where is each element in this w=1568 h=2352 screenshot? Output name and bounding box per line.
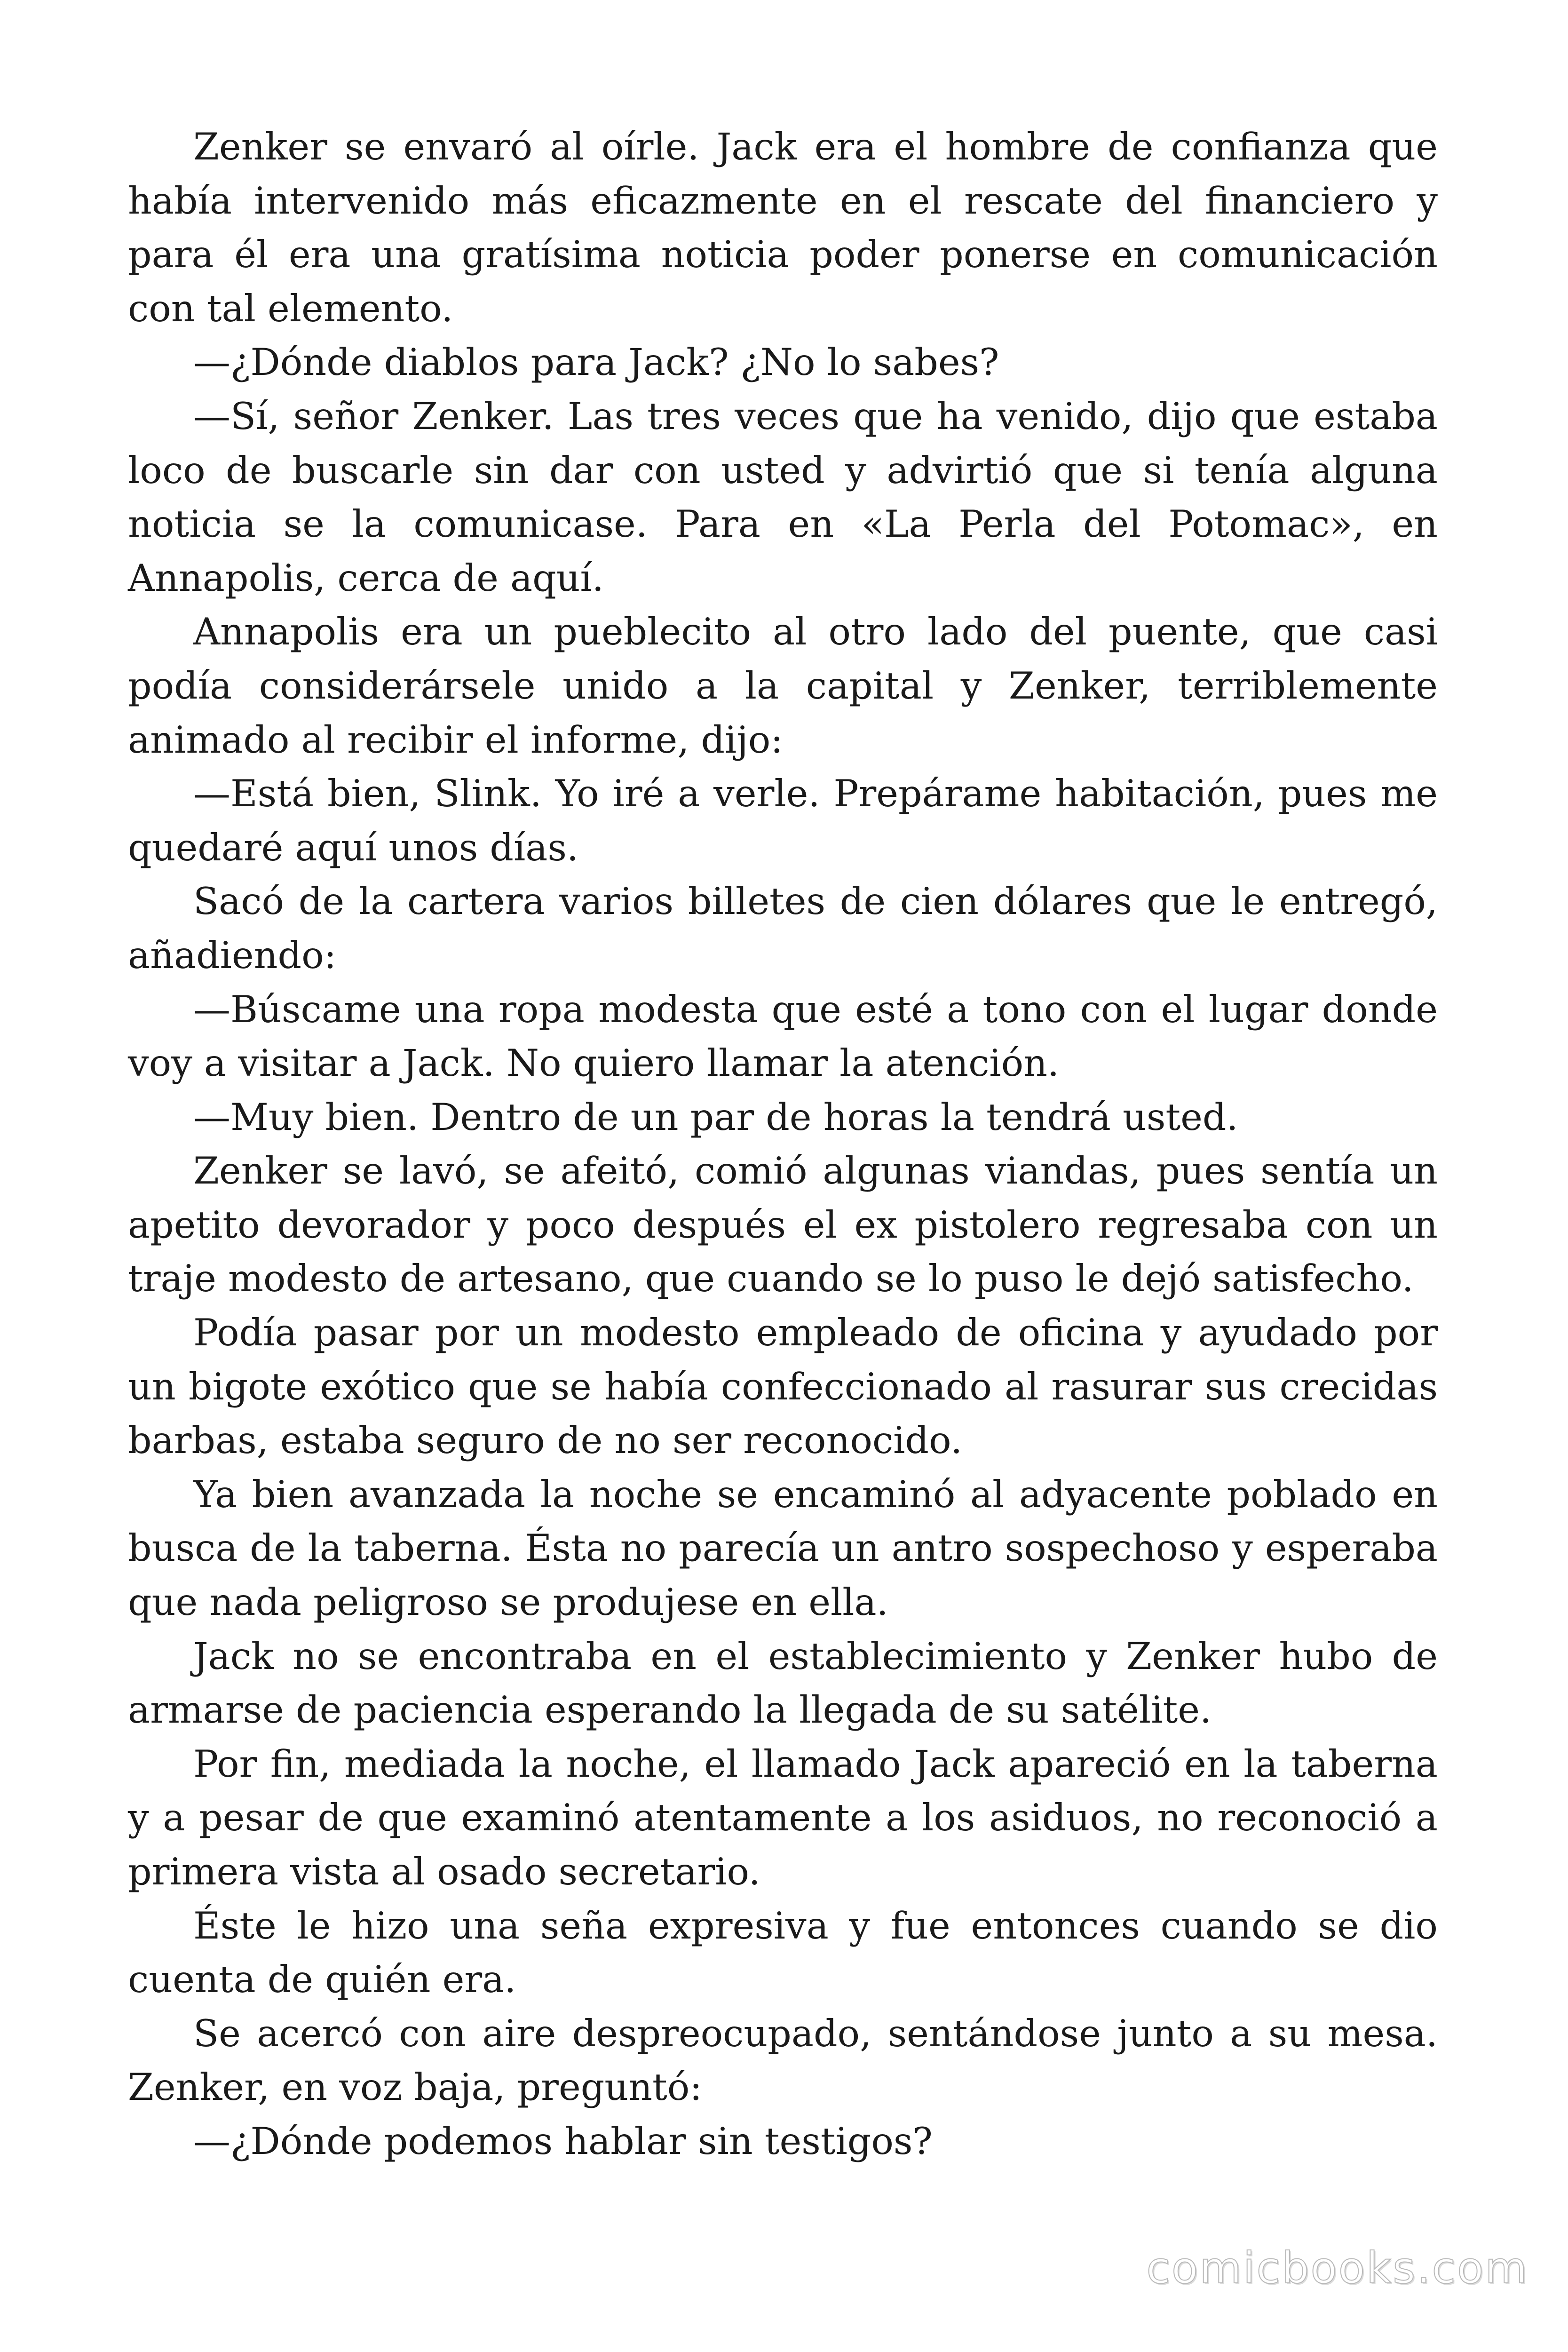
paragraph: Por fin, mediada la noche, el llamado Jack apareció en la taberna y a pesar de que examinó atentamente a los asiduos, no reconoció a primera vista al osado secretario.: [128, 1742, 1438, 1893]
paragraph: Annapolis era un pueblecito al otro lado del puente, que casi podía considerársele unido a la capital y Zenker, terriblemente animado al recibir el informe, dijo:: [128, 610, 1438, 762]
paragraph: —¿Dónde diablos para Jack? ¿No lo sabes?: [193, 341, 999, 384]
paragraph: Podía pasar por un modesto empleado de oficina y ayudado por un bigote exótico que se había confeccionado al rasurar sus crecidas barbas, estaba seguro de no ser reconocido.: [128, 1311, 1438, 1462]
paragraph: —Muy bien. Dentro de un par de horas la tendrá usted.: [193, 1095, 1238, 1139]
paragraph: —Sí, señor Zenker. Las tres veces que ha venido, dijo que estaba loco de buscarle sin dar con usted y advirtió que si tenía alguna noticia se la comunicase. Para en «La Perla del Potomac», en Annapolis, cerca de aquí.: [128, 394, 1438, 600]
paragraph: —Está bien, Slink. Yo iré a verle. Prepárame habitación, pues me quedaré aquí unos días.: [128, 772, 1438, 869]
paragraph: Ya bien avanzada la noche se encaminó al adyacente poblado en busca de la taberna. Ésta no parecía un antro sospechoso y esperaba que nada peligroso se produjese en ella.: [128, 1472, 1438, 1624]
paragraph: Jack no se encontraba en el establecimiento y Zenker hubo de armarse de paciencia esperando la llegada de su satélite.: [128, 1634, 1438, 1732]
paragraph: Se acercó con aire despreocupado, sentándose junto a su mesa. Zenker, en voz baja, preguntó:: [128, 2011, 1438, 2109]
watermark: comicbooks.com: [1146, 2243, 1528, 2293]
paragraph: Zenker se envaró al oírle. Jack era el hombre de confianza que había intervenido más eficazmente en el rescate del financiero y para él era una gratísima noticia poder ponerse en comunicación con tal elemento.: [128, 125, 1438, 330]
paragraph: Sacó de la cartera varios billetes de cien dólares que le entregó, añadiendo:: [128, 880, 1438, 977]
paragraph: —¿Dónde podemos hablar sin testigos?: [193, 2119, 933, 2163]
paragraph: Zenker se lavó, se afeitó, comió algunas viandas, pues sentía un apetito devorador y poco después el ex pistolero regresaba con un traje modesto de artesano, que cuando se lo puso le dejó satisfecho.: [128, 1149, 1438, 1301]
paragraph: —Búscame una ropa modesta que esté a tono con el lugar donde voy a visitar a Jack. No quiero llamar la atención.: [128, 987, 1438, 1085]
paragraph: Éste le hizo una seña expresiva y fue entonces cuando se dio cuenta de quién era.: [128, 1904, 1438, 2002]
body-text: [128, 120, 1438, 2169]
